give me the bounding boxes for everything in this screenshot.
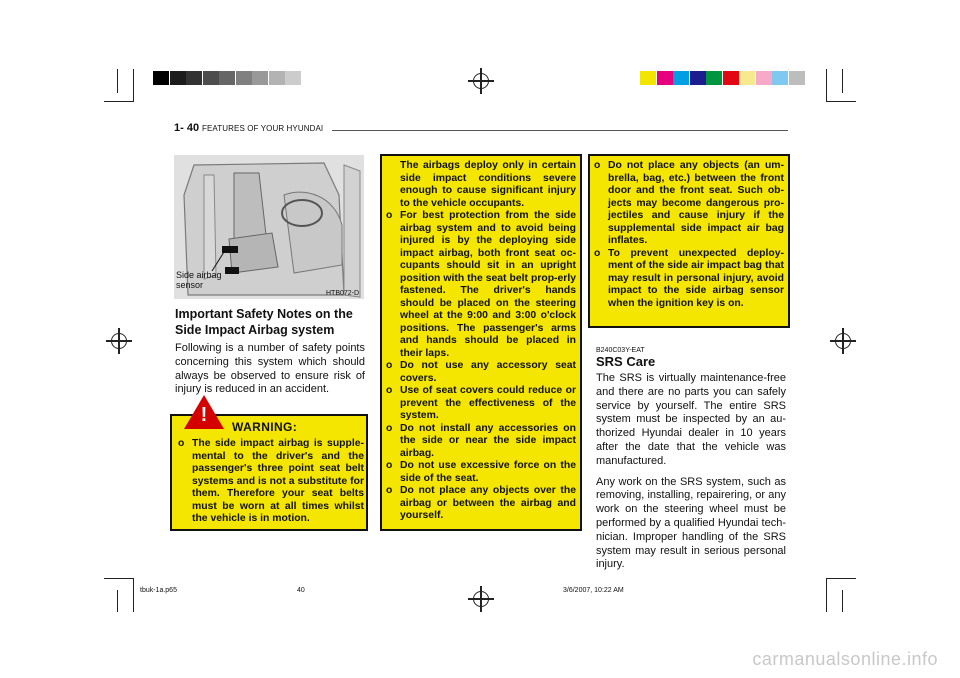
bullet-text: Use of seat covers could reduce or prevent the effectiveness of the system. (400, 385, 576, 421)
header-rule (332, 130, 788, 131)
footer-date: 3/6/2007, 10:22 AM (563, 587, 624, 594)
crop-mark (826, 101, 856, 102)
bullet-text: Do not use any accessory seat covers. (400, 360, 576, 384)
bullet-text: For best protection from the side airbag system and to avoid being injured is by the deploying side impact airbag, both front seat oc-cupants should sit in an upright position with the seat belt prop-erly fastened. The driver's hands should be placed on the steering wheel at the 9:00 and 3:00 o'clock positions. The passenger's arms and hands should be placed in their laps. (400, 210, 576, 359)
intro-paragraph: Following is a number of safety points concerning this system which should always be observed to ensure risk of injury is reduced in an accident. (175, 342, 365, 396)
color-swatch (186, 71, 202, 85)
bullet-marker: o (386, 385, 393, 396)
right-bullet-list (594, 160, 784, 310)
crop-mark (104, 101, 134, 102)
bullet-item (386, 460, 576, 485)
color-swatch (219, 71, 235, 85)
registration-mark-icon (473, 73, 489, 89)
srs-title: SRS Care (596, 354, 656, 369)
registration-mark-icon (111, 333, 127, 349)
color-swatch (269, 71, 285, 85)
bullet-item (386, 385, 576, 423)
crop-mark (117, 590, 118, 612)
color-swatch (772, 71, 788, 85)
bullet-marker: o (594, 247, 601, 259)
crop-mark (826, 69, 827, 102)
continued-text: The airbags deploy only in certain side impact conditions severe enough to cause significant injury to the vehicle occupants. (400, 160, 576, 209)
bullet-text: Do not place any objects over the airbag or between the airbag and yourself. (400, 485, 576, 521)
color-swatch (739, 71, 755, 85)
crop-mark (104, 578, 134, 579)
bullet-item (178, 438, 364, 526)
color-swatch (690, 71, 706, 85)
figure-code: HTB072-D (326, 290, 360, 297)
footer-file: tbuk-1a.p65 (140, 587, 177, 594)
bullet-text: The side impact airbag is supple-mental to the driver's and the passenger's three point seat belt systems and is not a substitute for them. Therefore your seat belts must be worn at all times whilst the vehicle is in motion. (192, 438, 364, 524)
crop-mark (842, 69, 843, 93)
middle-warning-box (380, 154, 582, 531)
footer-page: 40 (297, 587, 305, 594)
sensor-marker (222, 246, 238, 253)
registration-mark-icon (835, 333, 851, 349)
color-swatch (756, 71, 772, 85)
bullet-marker: o (386, 360, 393, 371)
middle-bullet-list (386, 210, 576, 523)
crop-mark (826, 578, 856, 579)
bullet-item (594, 248, 784, 311)
bullet-marker: o (594, 160, 601, 171)
bullet-text: Do not place any objects (an um-brella, bag, etc.) between the front door and the front seat. Such ob-jects may become dangerous pro-jectiles and cause injury if the supplemental side impact air bag inflates. (608, 160, 784, 246)
bullet-marker: o (386, 460, 393, 471)
color-swatch (657, 71, 673, 85)
figure-caption: Side airbag sensor (176, 270, 222, 290)
warning-heading: WARNING: (232, 420, 298, 434)
bullet-item (386, 360, 576, 385)
bullet-marker: o (386, 210, 393, 221)
bullet-item (386, 423, 576, 461)
crop-mark (117, 69, 118, 93)
srs-paragraph: The SRS is virtually maintenance-free and there are no parts you can safely service by yourself. The entire SRS system must be inspected by an au-thorized Hyundai dealer in 10 years after the date that the vehicle was manufactured. (596, 372, 786, 467)
right-warning-box (588, 154, 790, 328)
registration-mark-icon (473, 591, 489, 607)
color-swatch (673, 71, 689, 85)
bullet-item (386, 485, 576, 523)
color-swatch (203, 71, 219, 85)
bullet-marker: o (386, 422, 393, 434)
color-swatch (170, 71, 186, 85)
srs-section-code: B240C03Y-EAT (596, 347, 645, 354)
section-heading: Important Safety Notes on the Side Impact Airbag system (175, 307, 353, 337)
color-swatch (723, 71, 739, 85)
exclamation-icon: ! (200, 404, 208, 426)
color-swatch (789, 71, 805, 85)
bullet-text: To prevent unexpected deploy-ment of the side air impact bag that may result in personal injury, avoid impact to the side airbag sensor when the ignition key is on. (608, 247, 784, 309)
color-swatch (252, 71, 268, 85)
sensor-marker (225, 267, 239, 274)
watermark: carmanualsonline.info (752, 649, 938, 669)
color-swatch (236, 71, 252, 85)
warning-list (178, 438, 364, 526)
srs-paragraph: Any work on the SRS system, such as removing, installing, repairering, or any work on the steering wheel must be performed by a qualified Hyundai tech-nician. Improper handling of the SRS system may result in serious personal injury. (596, 475, 786, 571)
crop-mark (826, 578, 827, 612)
bullet-item (386, 210, 576, 360)
bullet-text: Do not use excessive force on the side of the seat. (400, 460, 576, 484)
bullet-marker: o (178, 438, 185, 449)
color-swatch (640, 71, 656, 85)
crop-mark (133, 578, 134, 612)
bullet-marker: o (386, 485, 393, 496)
color-swatch (285, 71, 301, 85)
crop-mark (842, 590, 843, 612)
color-swatch (153, 71, 169, 85)
bullet-text: Do not install any accessories on the side or near the side impact airbag. (400, 422, 576, 459)
crop-mark (133, 69, 134, 102)
bullet-item (594, 160, 784, 248)
srs-body (596, 372, 786, 579)
color-swatch (706, 71, 722, 85)
page-number: 1- 40 (174, 122, 200, 134)
section-title: FEATURES OF YOUR HYUNDAI (202, 124, 324, 133)
